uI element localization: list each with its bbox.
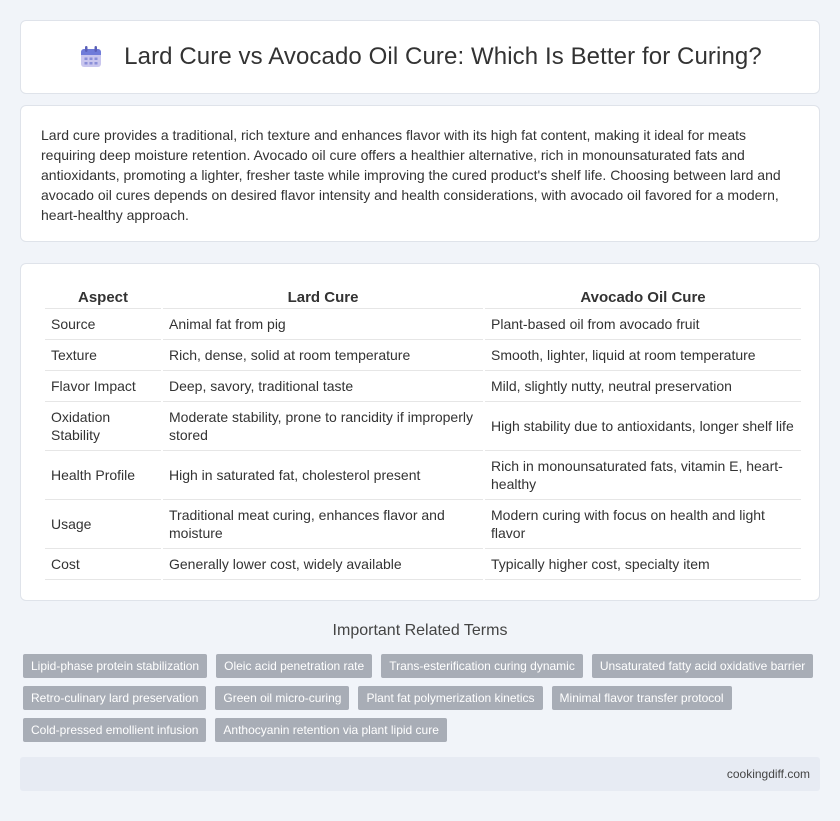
cell-avocado-oil-cure: High stability due to antioxidants, longer shelf life [485, 402, 801, 451]
cell-lard-cure: Rich, dense, solid at room temperature [163, 340, 483, 371]
header-aspect: Aspect [45, 284, 161, 309]
comparison-card [20, 263, 820, 601]
cell-lard-cure: High in saturated fat, cholesterol present [163, 451, 483, 500]
related-term-tag[interactable]: Anthocyanin retention via plant lipid cure [215, 718, 446, 742]
cell-avocado-oil-cure: Modern curing with focus on health and light flavor [485, 500, 801, 549]
cell-aspect: Texture [45, 340, 161, 371]
cell-avocado-oil-cure: Mild, slightly nutty, neutral preservation [485, 371, 801, 402]
comparison-table [43, 284, 803, 580]
header-avocado-oil-cure: Avocado Oil Cure [485, 284, 801, 309]
intro-text: Lard cure provides a traditional, rich texture and enhances flavor with its high fat content, making it ideal for meats requiring deep moisture retention. Avocado oil cure offers a healthier alternative, rich in monounsaturated fats and antioxidants, promoting a lighter, fresher taste while improving the cured product's shelf life. Choosing between lard and avocado oil cures depends on desired flavor intensity and health considerations, with avocado oil favored for a modern, heart-healthy approach. [41, 127, 781, 223]
cell-avocado-oil-cure: Typically higher cost, specialty item [485, 549, 801, 580]
footer [20, 757, 820, 791]
title-wrap [78, 43, 762, 71]
related-term-tag[interactable]: Cold-pressed emollient infusion [23, 718, 206, 742]
related-term-tag[interactable]: Plant fat polymerization kinetics [358, 686, 542, 710]
table-row [45, 340, 801, 371]
cell-aspect: Flavor Impact [45, 371, 161, 402]
header-lard-cure: Lard Cure [163, 284, 483, 309]
table-row [45, 549, 801, 580]
related-terms-section [0, 622, 840, 640]
cell-aspect: Source [45, 309, 161, 340]
table-row [45, 402, 801, 451]
related-term-tag[interactable]: Trans-esterification curing dynamic [381, 654, 583, 678]
cell-avocado-oil-cure: Smooth, lighter, liquid at room temperature [485, 340, 801, 371]
cell-aspect: Oxidation Stability [45, 402, 161, 451]
related-term-tag[interactable]: Unsaturated fatty acid oxidative barrier [592, 654, 813, 678]
table-row [45, 451, 801, 500]
related-term-tag[interactable]: Oleic acid penetration rate [216, 654, 372, 678]
page-title: Lard Cure vs Avocado Oil Cure: Which Is Better for Curing? [124, 43, 762, 70]
related-term-tag[interactable]: Lipid-phase protein stabilization [23, 654, 207, 678]
cell-lard-cure: Deep, savory, traditional taste [163, 371, 483, 402]
header-card [20, 20, 820, 94]
intro-card [20, 105, 820, 242]
table-row [45, 371, 801, 402]
table-row [45, 309, 801, 340]
cell-lard-cure: Generally lower cost, widely available [163, 549, 483, 580]
cell-avocado-oil-cure: Plant-based oil from avocado fruit [485, 309, 801, 340]
cell-lard-cure: Moderate stability, prone to rancidity if improperly stored [163, 402, 483, 451]
cell-aspect: Cost [45, 549, 161, 580]
cell-lard-cure: Animal fat from pig [163, 309, 483, 340]
cell-lard-cure: Traditional meat curing, enhances flavor and moisture [163, 500, 483, 549]
related-term-tag[interactable]: Green oil micro-curing [215, 686, 349, 710]
table-row [45, 500, 801, 549]
cell-aspect: Usage [45, 500, 161, 549]
table-header-row [45, 284, 801, 309]
related-terms-title: Important Related Terms [332, 622, 508, 639]
table-body [45, 309, 801, 580]
related-term-tag[interactable]: Minimal flavor transfer protocol [552, 686, 732, 710]
cell-avocado-oil-cure: Rich in monounsaturated fats, vitamin E, heart-healthy [485, 451, 801, 500]
related-terms-tags [23, 654, 823, 742]
footer-site[interactable]: cookingdiff.com [726, 767, 810, 781]
calendar-icon [78, 44, 104, 70]
cell-aspect: Health Profile [45, 451, 161, 500]
related-term-tag[interactable]: Retro-culinary lard preservation [23, 686, 206, 710]
